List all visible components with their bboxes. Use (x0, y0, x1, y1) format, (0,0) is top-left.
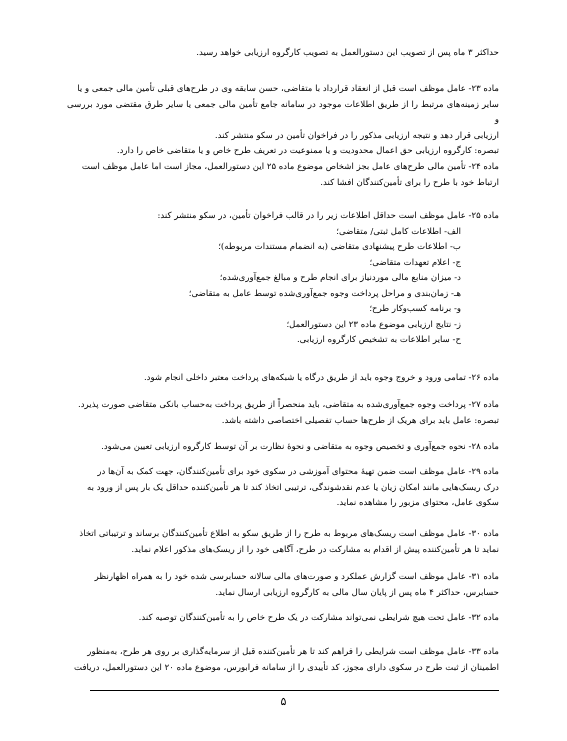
text-line: نماید تا هر تأمین‌کننده پیش از اقدام به مشارکت در طرح، آگاهی خود را از ریسک‌های مذکور اعلام نماید. (131, 544, 499, 555)
list-item: ح- سایر اطلاعات به تشخیص کارگروه ارزیابی. (296, 335, 461, 345)
article-28 (67, 440, 499, 456)
article-29 (67, 465, 499, 512)
page-number: ۵ (280, 695, 287, 708)
article-26 (67, 371, 499, 387)
text-line: اطمینان از ثبت طرح در سکوی دارای مجوز، کد تأییدی را از سامانه فرابورس، موضوع ماده ۲۰ این دستورالعمل، دریافت (74, 662, 499, 673)
footer-divider (90, 690, 499, 691)
text-line: ارزیابی قرار دهد و نتیجه ارزیابی مذکور را در فراخوان تأمین در سکو منتشر کند. (214, 130, 499, 141)
list-heading: ماده ۲۵- عامل موظف است حداقل اطلاعات زیر را در قالب فراخوان تأمین، در سکو منتشر کند: (157, 211, 499, 221)
text-line: ماده ۲۸- نحوه جمع‌آوری و تخصیص وجوه به متقاضی و نحوهٔ نظارت بر آن توسط کارگروه ارزیابی تعیین می‌شود. (101, 442, 499, 452)
article-27 (67, 398, 499, 429)
paragraph-continuation (67, 46, 499, 62)
text-line: ماده ۳۰- عامل موظف است ریسک‌های مربوط به طرح را از طریق سکو به اطلاع تأمین‌کنندگان برساند و ترتیباتی اتخاذ (79, 529, 499, 539)
note-line: تبصره: عامل باید برای هریک از طرح‌ها حساب تفصیلی اختصاصی داشته باشد. (221, 415, 499, 426)
text-line: ماده ۲۹- عامل موظف است ضمن تهیهٔ محتوای آموزشی در سکوی خود برای تأمین‌کنندگان، جهت کمک به آن‌ها در (97, 467, 499, 477)
text-line: درک ریسک‌هایی مانند امکان زیان یا عدم نقدشوندگی، ترتیبی اتخاذ کند تا هر تأمین‌کننده حداقل یک بار پس از ورود به (87, 482, 499, 493)
list-item: ب- اطلاعات طرح پیشنهادی متقاضی (به انضمام مستندات مربوطه)؛ (218, 242, 461, 252)
article-30 (67, 527, 499, 558)
text-line: ارتباط خود با طرح را برای تأمین‌کنندگان افشا کند. (320, 177, 499, 188)
list-item: و- برنامه کسب‌وکار طرح؛ (369, 304, 461, 314)
list-item: الف- اطلاعات کامل ثبتی/ متقاضی؛ (336, 226, 461, 237)
list-item: ج- اعلام تعهدات متقاضی؛ (369, 257, 461, 268)
text-line: ماده ۲۳- عامل موظف است قبل از انعقاد قرارداد با متقاضی، حسن سابقه وی در طرح‌های قبلی تأمین مالی جمعی و یا (77, 84, 499, 94)
text-line: حداکثر ۳ ماه پس از تصویب این دستورالعمل به تصویب کارگروه ارزیابی خواهد رسید. (196, 48, 499, 58)
list-item: د- میزان منابع مالی موردنیاز برای انجام طرح و مبالغ جمع‌آوری‌شده؛ (219, 273, 461, 283)
text-line: سایر زمینه‌های مرتبط را از طریق اطلاعات موجود در سامانه جامع تأمین مالی جمعی یا سایر طرق مقتضی مورد بررسی و (67, 99, 499, 125)
article-31 (67, 570, 499, 601)
text-line: سکوی عامل، محتوای مزبور را مشاهده نماید. (336, 498, 499, 508)
note-line: تبصره: کارگروه ارزیابی حق اعمال محدودیت و یا ممنوعیت در تعریف طرح خاص و یا متقاضی خاص را دارد. (116, 146, 499, 156)
article-23 (67, 82, 499, 160)
text-line: ماده ۲۶- تمامی ورود و خروج وجوه باید از طریق درگاه یا شبکه‌های پرداخت معتبر داخلی انجام شود. (143, 373, 499, 383)
text-line: ماده ۳۱- عامل موظف است گزارش عملکرد و صورت‌های مالی سالانه حسابرسی شده خود را به همراه اظهارنظر (94, 572, 499, 582)
article-33 (67, 645, 499, 676)
article-25 (67, 209, 499, 349)
article-24 (67, 160, 499, 191)
list-item: هـ- زمان‌بندی و مراحل پرداخت وجوه جمع‌آوری‌شده توسط عامل به متقاضی؛ (188, 288, 461, 299)
article-32 (67, 611, 499, 627)
text-line: ماده ۳۲- عامل تحت هیچ شرایطی نمی‌تواند مشارکت در یک طرح خاص را به تأمین‌کنندگان توصیه کند. (138, 613, 499, 623)
text-line: ماده ۲۷- پرداخت وجوه جمع‌آوری‌شده به متقاضی، باید منحصراً از طریق پرداخت به‌حساب بانکی متقاضی صورت پذیرد. (78, 400, 499, 410)
list-item: ز- نتایج ارزیابی موضوع ماده ۲۳ این دستورالعمل؛ (286, 319, 461, 330)
text-line: ماده ۲۴- تأمین مالی طرح‌های عامل بجز اشخاص موضوع ماده ۲۵ این دستورالعمل، مجاز است اما عامل موظف است (81, 162, 499, 172)
text-line: ماده ۳۳- عامل موظف است شرایطی را فراهم کند تا هر تأمین‌کننده قبل از سرمایه‌گذاری بر روی هر طرح، به‌منظور (87, 647, 499, 657)
text-line: حسابرس، حداکثر ۴ ماه پس از پایان سال مالی به کارگروه ارزیابی ارسال نماید. (215, 587, 499, 598)
